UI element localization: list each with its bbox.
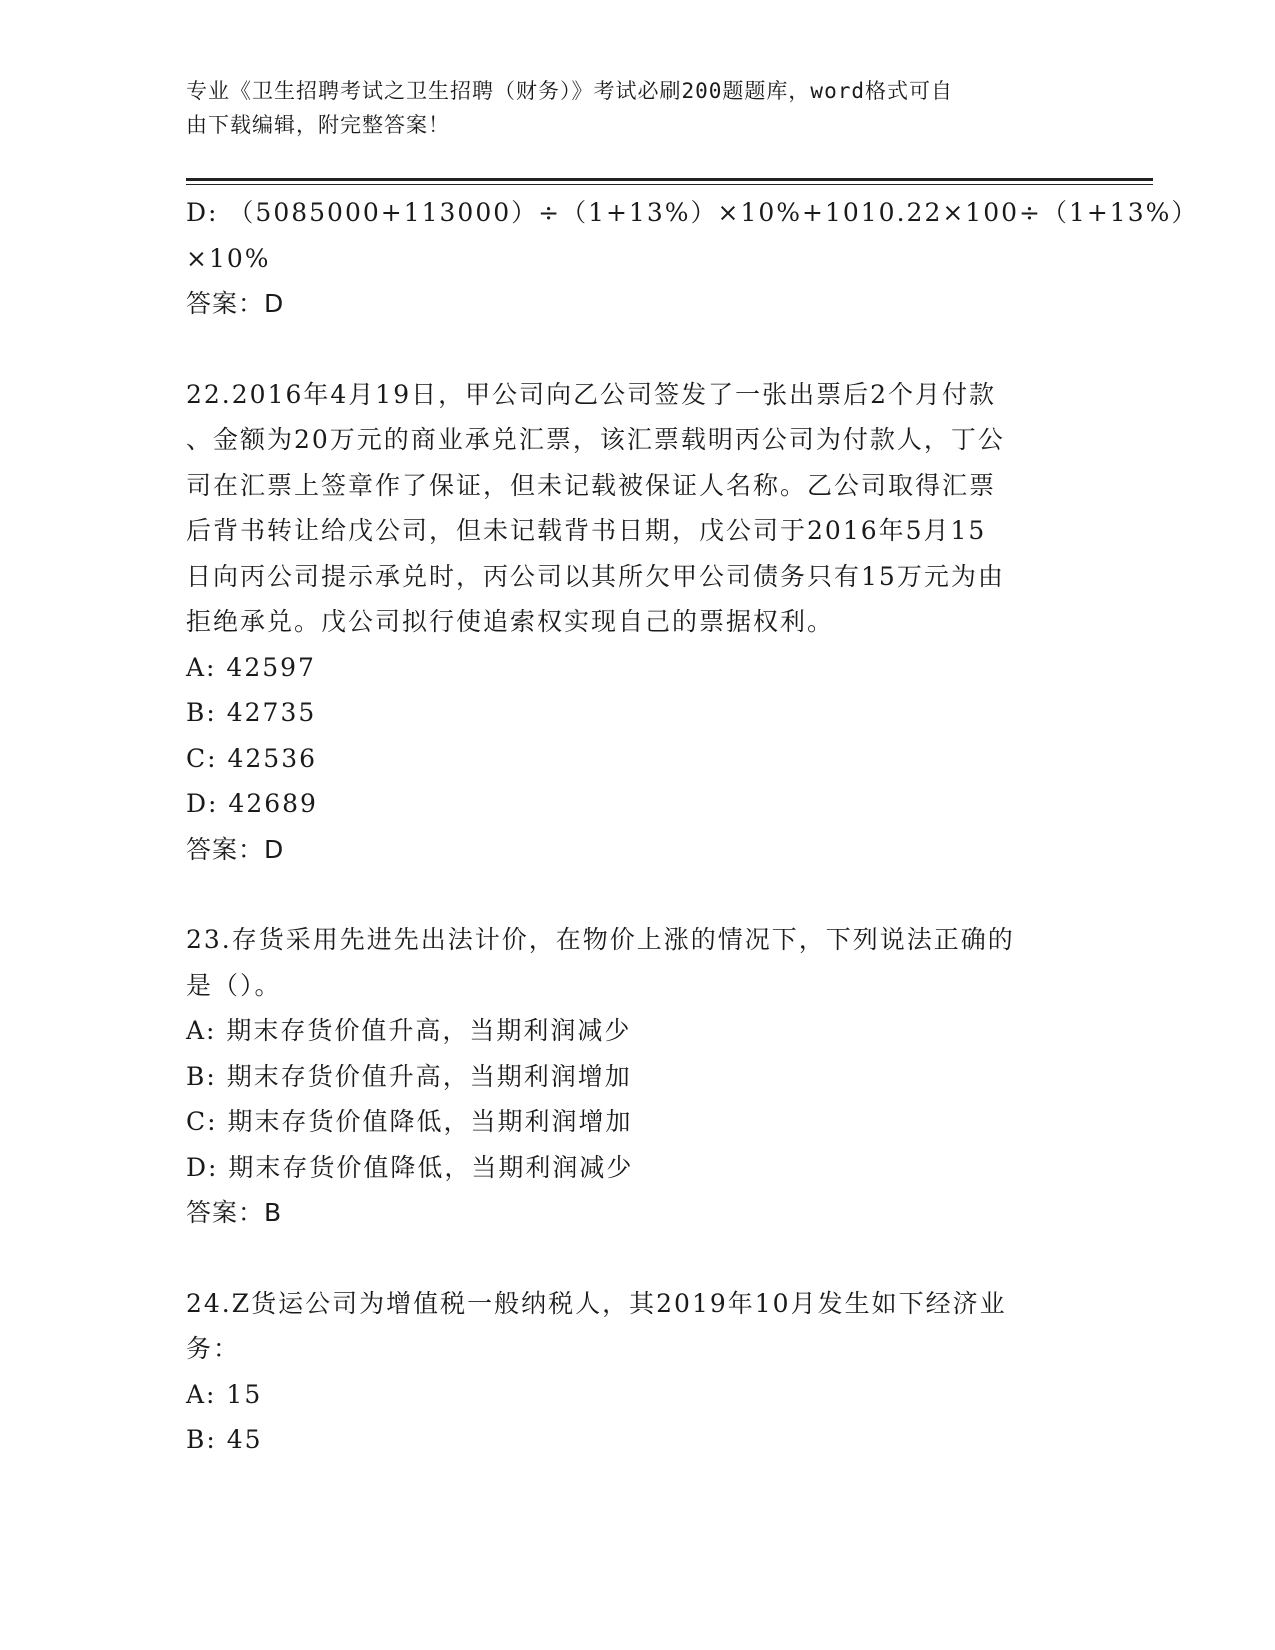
question-24 (186, 1281, 1086, 1463)
document-body (186, 190, 1199, 1463)
option-a: A: 期末存货价值升高，当期利润减少 (186, 1016, 632, 1045)
question-text-line: 后背书转让给戊公司，但未记载背书日期，戊公司于2016年5月15 (186, 516, 987, 545)
option-d-continued: ×10% (186, 243, 271, 273)
header-line-2: 由下载编辑，附完整答案！ (186, 113, 450, 137)
question-text-line: 拒绝承兑。戊公司拟行使追索权实现自己的票据权利。 (186, 607, 835, 636)
option-b: B: 45 (186, 1425, 263, 1454)
spacer (186, 327, 1086, 372)
spacer (186, 1236, 1086, 1281)
option-a: A: 42597 (186, 652, 316, 682)
header-line-1: 专业《卫生招聘考试之卫生招聘（财务）》考试必刷200题题库，word格式可自 (186, 79, 953, 103)
question-text-line: 22.2016年4月19日，甲公司向乙公司签发了一张出票后2个月付款 (186, 379, 997, 409)
spacer (186, 872, 1086, 917)
option-d: D: 期末存货价值降低，当期利润减少 (186, 1152, 634, 1182)
previous-question-tail (186, 190, 1199, 327)
option-b: B: 期末存货价值升高，当期利润增加 (186, 1061, 632, 1091)
header-rule-thick (186, 178, 1153, 181)
answer-line: 答案：B (186, 1198, 283, 1227)
option-b: B: 42735 (186, 698, 317, 727)
page-header (186, 74, 1066, 142)
question-text-line: 司在汇票上签章作了保证，但未记载被保证人名称。乙公司取得汇票 (186, 470, 997, 500)
question-text-line: 日向丙公司提示承兑时，丙公司以其所欠甲公司债务只有15万元为由 (186, 561, 1005, 591)
question-text-line: 是（）。 (186, 970, 282, 1000)
option-d: D: （5085000+113000）÷（1+13%）×10%+1010.22×100÷（1+13%） (186, 198, 1199, 227)
header-rule-thin (186, 184, 1153, 185)
question-text-line: 23.存货采用先进先出法计价，在物价上涨的情况下，下列说法正确的 (186, 925, 1015, 954)
question-text-line: 24.Z货运公司为增值税一般纳税人，其2019年10月发生如下经济业 (186, 1288, 1007, 1318)
option-d: D: 42689 (186, 789, 318, 818)
option-a: A: 15 (186, 1379, 263, 1409)
option-c: C: 42536 (186, 743, 318, 773)
question-23 (186, 917, 1086, 1236)
question-22 (186, 372, 1086, 873)
option-c: C: 期末存货价值降低，当期利润增加 (186, 1107, 633, 1136)
answer-line: 答案：D (186, 289, 285, 318)
question-text-line: 、金额为20万元的商业承兑汇票，该汇票载明丙公司为付款人，丁公 (186, 425, 1005, 454)
question-text-line: 务： (186, 1334, 241, 1363)
answer-line: 答案：D (186, 834, 285, 864)
